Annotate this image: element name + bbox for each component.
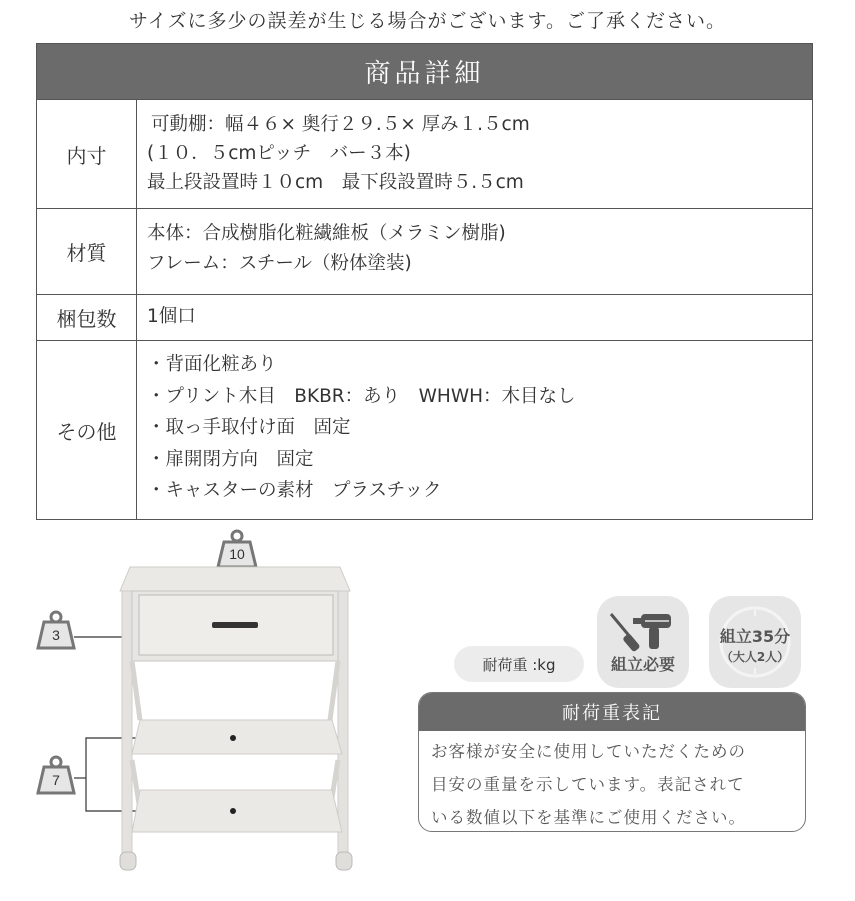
weight-shelves-label: 7: [52, 772, 60, 788]
spec-line: 1個口: [147, 306, 196, 327]
spec-value: [137, 209, 812, 294]
furniture-illustration: [0, 520, 410, 901]
spec-line: ・背面化粧あり: [147, 354, 277, 375]
spec-row-size: [37, 99, 812, 208]
spec-line: (１０．５cmピッチ バー３本): [147, 143, 411, 164]
assembly-time-badge: [709, 596, 801, 688]
assembly-time-label: 組立35分: [719, 627, 791, 646]
assembly-people-label: （大人2人）: [720, 650, 790, 664]
load-notation-title: 耐荷重表記: [419, 693, 805, 731]
spec-label: その他: [37, 341, 137, 519]
size-notice: サイズに多少の誤差が生じる場合がございます。ご了承ください。: [129, 10, 726, 32]
load-notation-line: 目安の重量を示しています。表記されて: [431, 775, 745, 794]
load-notation-line: いる数値以下を基準にご使用ください。: [431, 808, 746, 827]
spec-line: ・プリント木目 BKBR：あり WHWH：木目なし: [147, 385, 576, 407]
spec-label: 内寸: [37, 100, 137, 208]
load-notation-box: [418, 692, 806, 832]
spec-line: フレーム：スチール（粉体塗装): [147, 253, 412, 274]
spec-row-packages: [37, 294, 812, 340]
spec-line: ・扉開閉方向 固定: [147, 448, 314, 470]
spec-value: [137, 295, 812, 340]
load-notation-body: [419, 731, 805, 832]
weight-top-label: 10: [229, 546, 245, 562]
spec-header: 商品詳細: [37, 44, 812, 99]
spec-table: [36, 43, 813, 520]
assembly-required-badge: [597, 596, 689, 688]
spec-label: 材質: [37, 209, 137, 294]
cabinet: [120, 567, 352, 870]
spec-value: [137, 100, 812, 208]
spec-line: 本体：合成樹脂化粧繊維板（メラミン樹脂): [147, 223, 506, 244]
spec-value: [137, 341, 812, 519]
assembly-required-label: 組立必要: [610, 655, 675, 674]
tools-icon: [597, 600, 689, 660]
load-capacity-pill: 耐荷重 :kg: [454, 646, 584, 682]
spec-line: ・キャスターの素材 プラスチック: [147, 480, 442, 501]
spec-label: 梱包数: [37, 295, 137, 340]
spec-line: 可動棚：幅４６× 奥行２９.５× 厚み１.５cm: [151, 114, 530, 135]
spec-line: 最上段設置時１０cm 最下段設置時５.５cm: [147, 172, 524, 193]
spec-line: ・取っ手取付け面 固定: [147, 417, 351, 438]
weight-drawer-label: 3: [52, 627, 60, 643]
load-notation-line: お客様が安全に使用していただくための: [431, 742, 746, 761]
spec-row-material: [37, 208, 812, 294]
spec-row-other: [37, 340, 812, 519]
